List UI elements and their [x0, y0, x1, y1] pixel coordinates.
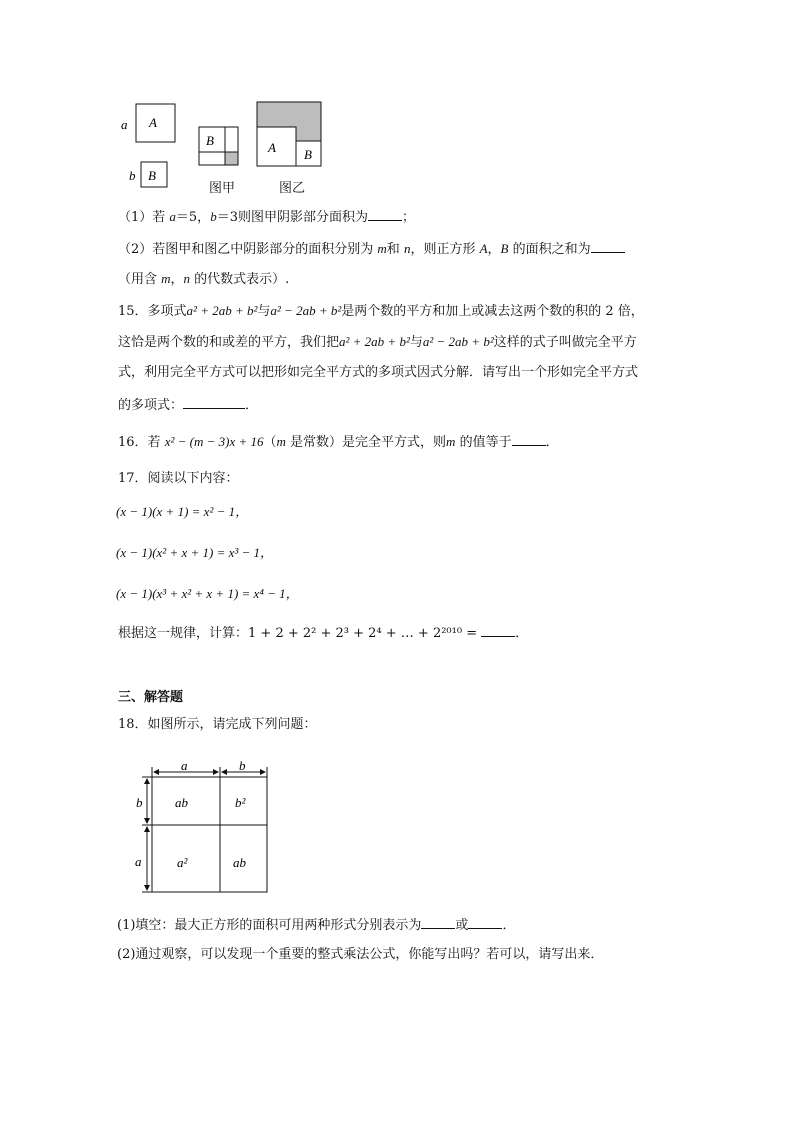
q18-part1: (1)填空：最大正方形的面积可用两种形式分别表示为 或 ．	[117, 918, 516, 933]
q18-label-b-left: b	[136, 795, 143, 810]
jia-label-B: B	[206, 133, 214, 148]
q14-part1: （1）若 a＝5，b＝3则图甲阴影部分面积为 ；	[118, 209, 415, 225]
q18-part2: (2)通过观察，可以发现一个重要的整式乘法公式，你能写出吗？若可以，请写出来．	[117, 947, 604, 962]
q18-figure-svg	[125, 755, 275, 900]
yi-label-B: B	[304, 147, 312, 162]
q18-big-square	[152, 777, 267, 892]
q17-eq1: (x − 1)(x + 1) = x² − 1，	[116, 504, 249, 519]
figure-squares	[110, 95, 340, 200]
q17-eq3: (x − 1)(x³ + x² + x + 1) = x⁴ − 1，	[116, 586, 299, 601]
q18-answer-blank-2[interactable]	[468, 916, 502, 929]
label-square-A: A	[149, 115, 157, 130]
caption-jia: 图甲	[209, 181, 236, 196]
q18-label-b-top: b	[239, 758, 246, 773]
q15-line3: 式，利用完全平方式可以把形如完全平方式的多项式因式分解．请写出一个形如完全平方式	[118, 365, 639, 380]
q17-calc: 根据这一规律，计算：1 + 2 + 2² + 2³ + 2⁴ + … + 2²⁰¹⁰ = ．	[118, 626, 529, 641]
q18-title: 18．如图所示，请完成下列问题：	[118, 717, 317, 732]
label-square-B: B	[148, 168, 156, 183]
label-b: b	[129, 168, 136, 183]
q14-part2-note: （用含 m，n 的代数式表示）.	[118, 271, 290, 287]
q14-answer-blank-2[interactable]	[591, 240, 625, 253]
q18-cell-a2: a²	[177, 855, 188, 870]
q18-cell-ab-bottom: ab	[233, 855, 246, 870]
q17-answer-blank[interactable]	[481, 624, 515, 637]
q14-part2: （2）若图甲和图乙中阴影部分的面积分别为 m和 n，则正方形 A，B 的面积之和为	[118, 240, 625, 258]
label-a: a	[121, 117, 128, 132]
section-3-title: 三、解答题	[118, 690, 184, 705]
q18-cell-ab-top: ab	[175, 795, 188, 810]
q15-line1: 15．多项式a² + 2ab + b²与a² − 2ab + b²是两个数的平方和加上或减去这两个数的积的 2 倍，	[118, 303, 644, 319]
q14-answer-blank-1[interactable]	[368, 208, 402, 221]
q15-answer-blank[interactable]	[183, 396, 245, 409]
q17-title: 17．阅读以下内容：	[118, 471, 239, 486]
q15-line2: 这恰是两个数的和或差的平方，我们把a² + 2ab + b²与a² − 2ab + b²这样的式子叫做完全平方	[118, 334, 637, 350]
q16: 16．若 x² − (m − 3)x + 16（m 是常数）是完全平方式，则m 的值等于 ．	[118, 434, 559, 450]
q18-figure	[125, 755, 275, 900]
q16-answer-blank[interactable]	[512, 433, 546, 446]
q18-answer-blank-1[interactable]	[421, 916, 455, 929]
jia-shaded	[225, 152, 238, 165]
yi-label-A: A	[268, 140, 276, 155]
q15-line4: 的多项式： ．	[118, 398, 259, 413]
caption-yi: 图乙	[279, 181, 306, 196]
q18-label-a-top: a	[181, 758, 188, 773]
yi-square-A	[257, 127, 296, 166]
q17-eq2: (x − 1)(x² + x + 1) = x³ − 1，	[116, 545, 274, 560]
q18-label-a-left: a	[135, 854, 142, 869]
q18-cell-b2: b²	[235, 795, 246, 810]
